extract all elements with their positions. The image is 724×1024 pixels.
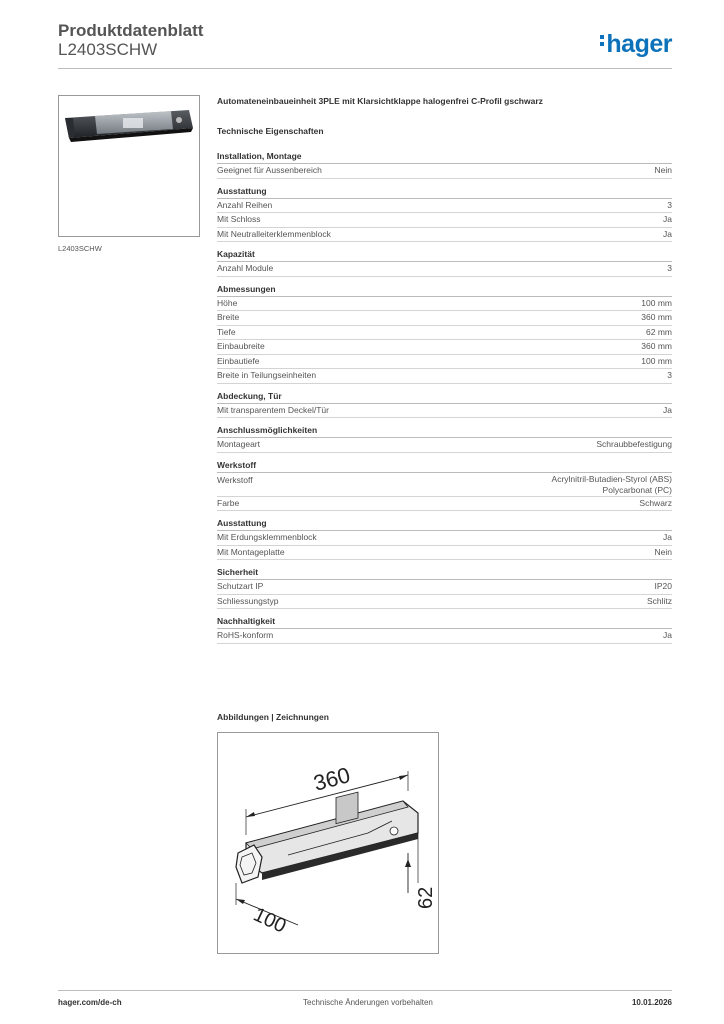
spec-value: Ja: [663, 228, 672, 239]
spec-value: Schraubbefestigung: [596, 439, 672, 449]
spec-value: Nein: [654, 546, 672, 557]
spec-group: [217, 615, 672, 644]
spec-label: Mit Montageplatte: [217, 546, 285, 557]
spec-row: [217, 404, 672, 419]
spec-label: Farbe: [217, 497, 240, 508]
spec-label: Tiefe: [217, 326, 236, 337]
spec-row: [217, 497, 672, 512]
spec-row: [217, 311, 672, 326]
footer-date: 10.01.2026: [631, 998, 672, 1007]
spec-row: [217, 546, 672, 561]
hager-logo: [600, 30, 672, 59]
spec-label: Werkstoff: [217, 474, 253, 485]
spec-group-title: Abmessungen: [217, 283, 672, 297]
spec-value: Schlitz: [646, 595, 672, 606]
spec-value: 360 mm: [641, 312, 672, 322]
spec-section: [217, 96, 672, 650]
spec-group-title: Nachhaltigkeit: [217, 615, 672, 629]
spec-label: Mit Neutralleiterklemmenblock: [217, 228, 331, 239]
spec-value: Schwarz: [639, 497, 672, 508]
spec-value: 3: [667, 199, 672, 210]
spec-group-title: Ausstattung: [217, 517, 672, 531]
spec-label: Anzahl Module: [217, 263, 274, 273]
spec-value: IP20: [654, 581, 672, 591]
spec-group: [217, 248, 672, 277]
spec-row: [217, 355, 672, 370]
spec-row: [217, 340, 672, 355]
spec-value: Ja: [663, 404, 672, 415]
spec-group: [217, 566, 672, 609]
page-header: [58, 22, 672, 70]
spec-group: [217, 459, 672, 512]
spec-label: Montageart: [217, 439, 260, 449]
spec-group: [217, 150, 672, 179]
image-caption: L2403SCHW: [58, 244, 102, 253]
spec-group-title: Ausstattung: [217, 185, 672, 199]
spec-value: [552, 474, 672, 496]
spec-value: Ja: [663, 532, 672, 542]
dim-width-label: 360: [310, 762, 353, 796]
doc-title: Produktdatenblatt: [58, 21, 204, 40]
spec-label: Mit Erdungsklemmenblock: [217, 532, 317, 542]
spec-row: [217, 213, 672, 228]
spec-group-title: Werkstoff: [217, 459, 672, 473]
spec-groups: [217, 150, 672, 644]
spec-group: [217, 283, 672, 384]
spec-value: Ja: [663, 214, 672, 224]
spec-group-title: Kapazität: [217, 248, 672, 262]
spec-row: [217, 297, 672, 312]
spec-group-title: Abdeckung, Tür: [217, 390, 672, 404]
logo-colon-icon: [600, 32, 604, 49]
spec-value-line: Polycarbonat (PC): [602, 484, 672, 495]
spec-group: [217, 424, 672, 453]
logo-text: hager: [606, 30, 672, 58]
article-number: L2403SCHW: [58, 40, 158, 59]
spec-group-title: Sicherheit: [217, 566, 672, 580]
spec-label: Breite: [217, 312, 240, 322]
footer-divider: [58, 990, 672, 991]
spec-group: [217, 517, 672, 560]
spec-label: Schliessungstyp: [217, 595, 279, 606]
spec-label: RoHS-konform: [217, 630, 274, 640]
spec-group-title: Anschlussmöglichkeiten: [217, 424, 672, 438]
spec-row: [217, 580, 672, 595]
spec-row: [217, 164, 672, 179]
spec-group: [217, 185, 672, 243]
spec-row: [217, 262, 672, 277]
spec-label: Breite in Teilungseinheiten: [217, 370, 317, 380]
tech-title: Technische Eigenschaften: [217, 126, 324, 136]
spec-label: Geeignet für Aussenbereich: [217, 165, 322, 175]
spec-value: 3: [667, 370, 672, 380]
product-image: [58, 95, 200, 237]
spec-label: Mit transparentem Deckel/Tür: [217, 404, 329, 415]
spec-row: [217, 369, 672, 384]
spec-group: [217, 390, 672, 419]
spec-group-title: Installation, Montage: [217, 150, 672, 164]
spec-value-line: Acrylnitril-Butadien-Styrol (ABS): [551, 473, 672, 484]
spec-row: [217, 595, 672, 610]
spec-row: [217, 473, 672, 497]
spec-label: Einbautiefe: [217, 355, 260, 366]
dim-height-label: 62: [415, 886, 437, 909]
spec-row: [217, 531, 672, 546]
spec-value: 62 mm: [646, 326, 672, 337]
spec-row: [217, 228, 672, 243]
spec-value: 360 mm: [641, 341, 672, 351]
figures-title: Abbildungen | Zeichnungen: [217, 712, 329, 722]
spec-value: 3: [667, 263, 672, 273]
spec-row: [217, 326, 672, 341]
spec-row: [217, 438, 672, 453]
spec-value: Nein: [654, 165, 672, 175]
spec-value: Ja: [663, 630, 672, 640]
spec-label: Einbaubreite: [217, 341, 265, 351]
spec-row: [217, 199, 672, 214]
spec-row: [217, 629, 672, 644]
footer-website[interactable]: hager.com/de-ch: [58, 998, 122, 1007]
spec-value: 100 mm: [641, 297, 672, 308]
spec-label: Höhe: [217, 297, 238, 308]
spec-label: Schutzart IP: [217, 581, 264, 591]
spec-label: Mit Schloss: [217, 214, 261, 224]
dimension-drawing: [217, 732, 439, 954]
spec-label: Anzahl Reihen: [217, 199, 273, 210]
dim-depth-label: 100: [249, 903, 290, 938]
product-title: Automateneinbaueinheit 3PLE mit Klarsichtklappe halogenfrei C-Profil gschwarz: [217, 96, 543, 106]
spec-value: 100 mm: [641, 355, 672, 366]
footer-note: Technische Änderungen vorbehalten: [303, 998, 433, 1007]
header-divider: [58, 68, 672, 69]
